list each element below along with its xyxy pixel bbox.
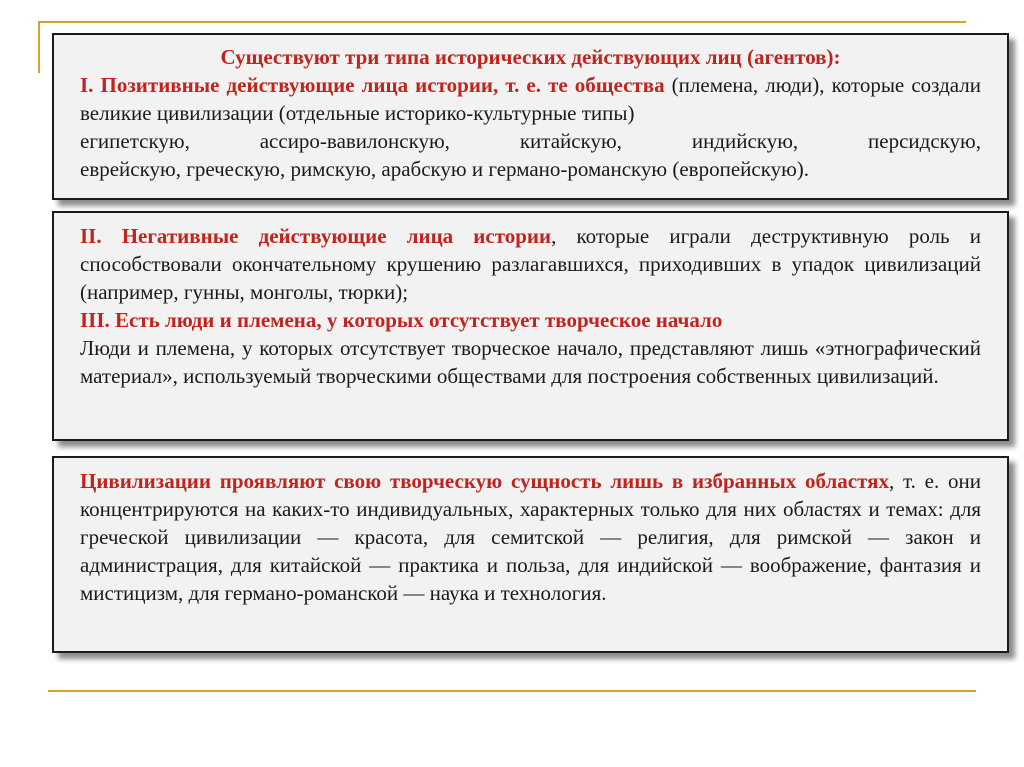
box1-civilizations-list xyxy=(80,127,981,155)
civ-item: египетскую, xyxy=(80,129,190,153)
bottom-decorative-rule xyxy=(48,690,976,692)
box2-paragraph-1 xyxy=(80,222,981,306)
top-decorative-rule xyxy=(38,21,966,23)
box1-positive-agents-text: (племена, люди), которые создали великие цивилизации (отдельные историко-культурные типы) xyxy=(80,73,981,125)
box1-paragraph xyxy=(80,71,981,127)
civ-item: индийскую, xyxy=(691,129,799,153)
box1-positive-agents-title: I. Позитивные действующие лица истории, т. е. те общества xyxy=(80,73,665,97)
civ-item: персидскую, xyxy=(868,129,981,153)
left-decorative-rule xyxy=(38,21,40,73)
civ-item: китайскую, xyxy=(519,129,622,153)
agents-types-box xyxy=(52,33,1009,200)
box1-last-line: еврейскую, греческую, римскую, арабскую и германо-романскую (европейскую). xyxy=(80,157,810,181)
civ-item: ассиро-вавилонскую, xyxy=(259,129,450,153)
box2-paragraph-3: Люди и племена, у которых отсутствует творческое начало, представляют лишь «этнографический материал», используемый творческими обществами для построения собственных цивилизаций. xyxy=(80,336,981,388)
box3-text: , т. е. они концентрируются на каких-то индивидуальных, характерных только для них областях и темах: для греческой цивилизации — красота, для семитской — религия, для римской — закон и администрация, для китайской — практика и польза, для индийской — воображение, фантазия и мистицизм, для германо-романской — наука и технология. xyxy=(80,469,981,605)
box3-title: Цивилизации проявляют свою творческую сущность лишь в избранных областях xyxy=(80,469,890,493)
box2-negative-agents-text: , которые играли деструктивную роль и способствовали окончательному крушению разлагавшихся, приходивших в упадок цивилизаций (например, гунны, монголы, тюрки); xyxy=(80,224,981,304)
box1-heading: Существуют три типа исторических действующих лиц (агентов): xyxy=(220,45,841,69)
creative-essence-box xyxy=(52,456,1009,653)
negative-agents-box xyxy=(52,211,1009,441)
box2-negative-agents-title: II. Негативные действующие лица истории xyxy=(80,224,552,248)
box3-paragraph xyxy=(80,467,981,607)
box2-third-type-title: III. Есть люди и племена, у которых отсутствует творческое начало xyxy=(80,308,723,332)
